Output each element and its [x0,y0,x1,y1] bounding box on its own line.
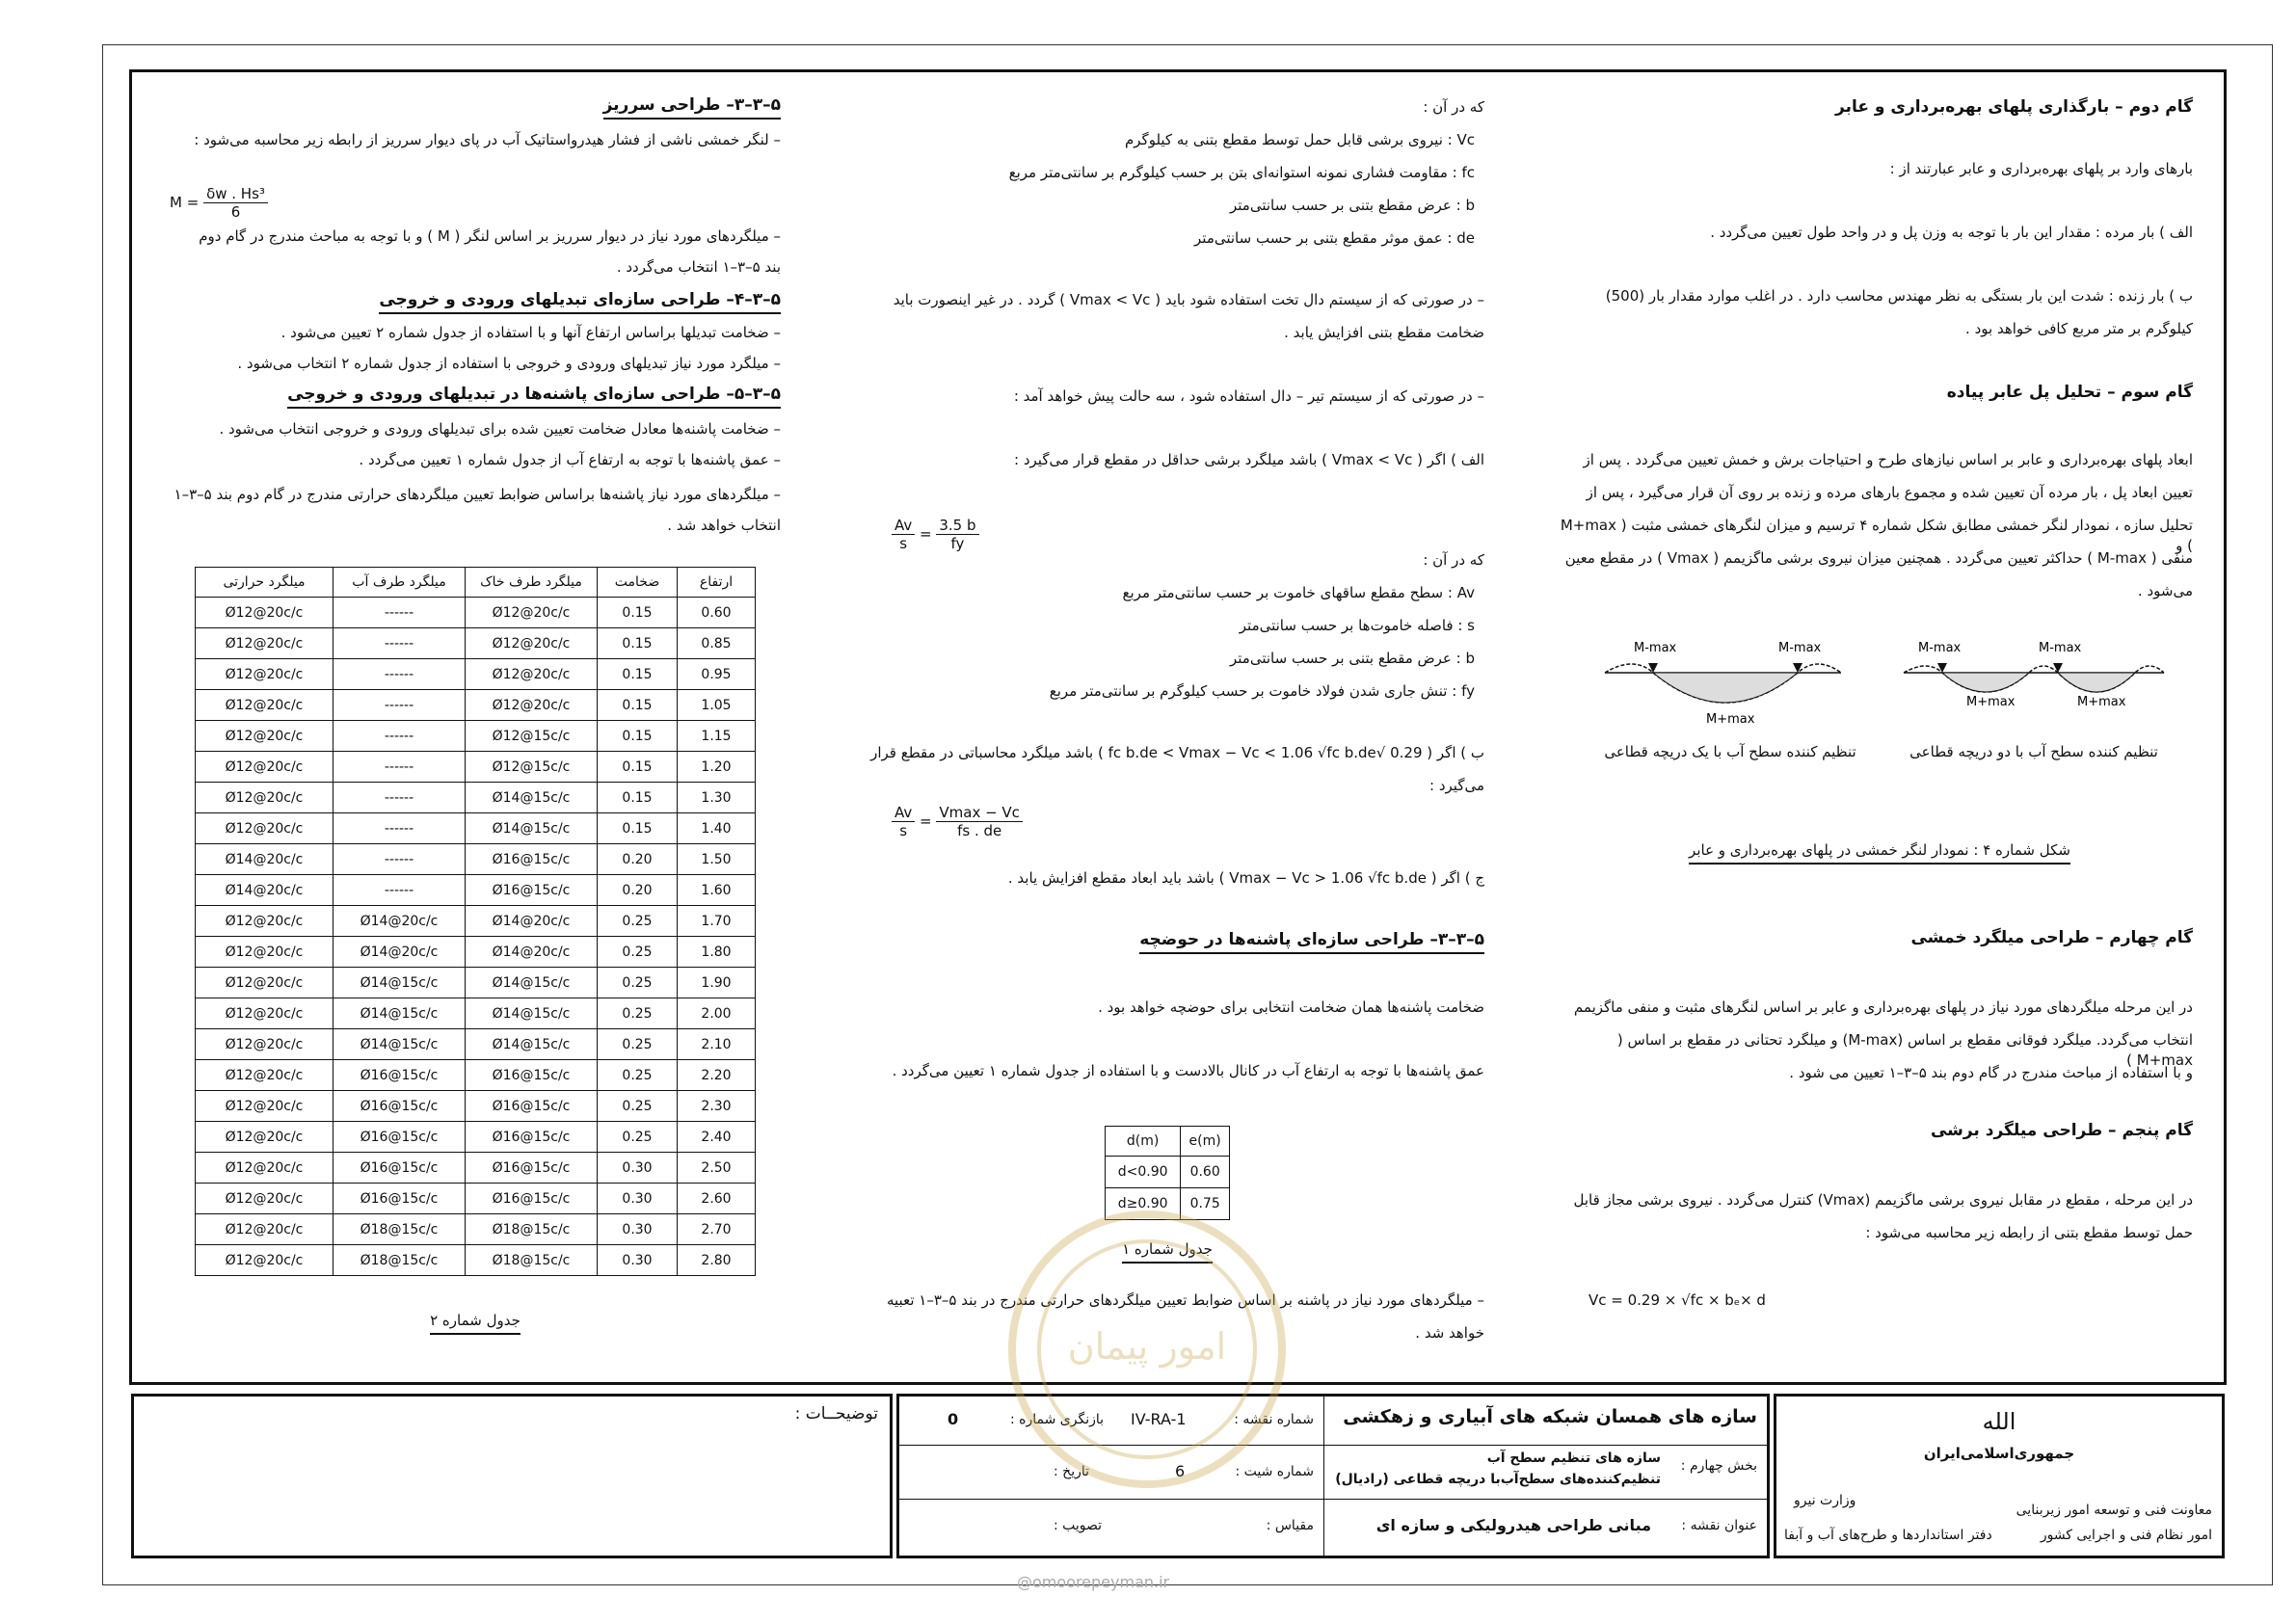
formula-denominator: s [899,535,908,552]
table-cell: 0.75 [1181,1188,1230,1220]
paragraph: – در صورتی که از سیستم تیر – دال استفاده شود ، سه حالت پیش خواهد آمد : [1013,387,1484,405]
moment-formula [170,185,268,221]
step2-live-load-cont: کیلوگرم بر متر مربع کافی خواهد بود . [1965,320,2193,337]
definition-item [1240,616,1475,636]
paragraph: انتخاب خواهد شد . [667,517,781,534]
table-cell: Ø16@15c/c [334,1153,466,1184]
table-cell: Ø16@15c/c [466,1184,598,1214]
table-cell: 0.20 [598,875,678,906]
table-cell: 0.60 [1181,1157,1230,1188]
table-cell: Ø12@20c/c [196,1245,334,1276]
table-cell: 0.85 [678,628,756,659]
table-cell: Ø18@15c/c [466,1214,598,1245]
table-row [196,690,756,721]
section-title [287,385,781,409]
table-cell: Ø14@15c/c [466,783,598,813]
table-cell: 2.70 [678,1214,756,1245]
table-cell: 2.60 [678,1184,756,1214]
table-cell: ------ [334,844,466,875]
office: امور نظام فنی و اجرایی کشور [2040,1528,2212,1543]
step2-dead-load: الف ) بار مرده : مقدار این بار با توجه به وزن پل و در واحد طول تعیین می‌گردد . [1710,224,2193,241]
table-cell: 0.15 [598,752,678,783]
table-cell: Ø14@15c/c [334,1029,466,1060]
definition-item [1194,228,1475,249]
formula-denominator: 6 [230,203,241,221]
step3-line: تحلیل سازه ، نمودار لنگر خمشی مطابق شکل شماره ۴ ترسیم و میزان لنگرهای خمشی مثبت ( M+max ) و [1560,517,2193,554]
arrow-icon [1648,663,1658,673]
figure-caption [1677,840,2082,865]
table-cell: 1.60 [678,875,756,906]
title-block-org [1774,1394,2225,1558]
section-title [1139,930,1484,954]
table-row [196,1184,756,1214]
table-cell: Ø14@20c/c [196,875,334,906]
step3-line: می‌شود . [2137,582,2193,599]
table-cell: Ø14@20c/c [196,844,334,875]
formula-numerator: Av [892,804,915,822]
table-cell: Ø12@20c/c [196,659,334,690]
table-cell: Ø14@15c/c [334,998,466,1029]
table-cell: ------ [334,783,466,813]
symbol: s [1467,617,1475,634]
moment-label: M-max [1778,641,1822,655]
table-header-row [196,568,756,598]
table-cell: Ø12@20c/c [196,1122,334,1153]
table-cell: Ø14@20c/c [334,906,466,937]
table-cell: 2.30 [678,1091,756,1122]
map-no: IV-RA-1 [1131,1410,1187,1428]
table-cell: 0.25 [598,968,678,998]
formula-denominator: fs . de [957,822,1002,839]
left-column [145,92,781,477]
table-cell: Ø12@20c/c [466,628,598,659]
table-cell: Ø12@20c/c [466,598,598,628]
table-cell: 0.30 [598,1184,678,1214]
table-cell: Ø12@20c/c [196,1214,334,1245]
table-cell: ------ [334,813,466,844]
left-column-cont [145,485,781,562]
paragraph: – میلگردهای مورد نیاز در دیوار سرریز بر اساس لنگر ( M ) و با توجه به مباحث مندرج در گام دوم [199,227,781,245]
watermark-url: @omoorepeyman.ir [1017,1573,1170,1591]
table-header: میلگرد طرف خاک [466,568,598,598]
table-cell: Ø14@15c/c [466,968,598,998]
table-row [196,783,756,813]
table-cell: Ø12@15c/c [466,721,598,752]
scale-label: مقیاس : [1266,1518,1314,1533]
table-row [196,998,756,1029]
section-title-text: ۵–۳–۳– طراحی سرریز [603,95,781,120]
definition-item [1230,196,1475,216]
table-row [196,968,756,998]
table-cell: Ø16@15c/c [334,1184,466,1214]
section-title [603,95,781,120]
revision-label: بازنگری شماره : [1010,1412,1105,1427]
table-header: میلگرد حرارتی [196,568,334,598]
section-title-text: ۵–۳–۴– طراحی سازه‌ای تبدیلهای ورودی و خروجی [379,290,781,314]
definition-item [1123,583,1475,603]
definition-text: : عمق موثر مقطع بتنی بر حسب سانتی‌متر [1194,229,1453,247]
definition-item [1050,681,1475,702]
where-label: که در آن : [1423,98,1484,116]
table-cell: d<0.90 [1106,1157,1181,1188]
table-cell: 0.30 [598,1153,678,1184]
map-no-label: شماره نقشه : [1234,1412,1314,1427]
table-cell: 0.15 [598,721,678,752]
definition-text: : عرض مقطع بتنی بر حسب سانتی‌متر [1230,197,1461,214]
section-title [379,290,781,314]
arrow-icon [2053,663,2063,673]
definition-text: : سطح مقطع ساقهای خاموت بر حسب سانتی‌متر مربع [1122,584,1453,601]
table-cell: 0.25 [598,1029,678,1060]
table-cell: ------ [334,598,466,628]
table-cell: Ø12@20c/c [196,813,334,844]
table-2-caption [195,1311,756,1335]
step4-title: گام چهارم – طراحی میلگرد خمشی [1910,928,2193,947]
paragraph: ج ) اگر ( Vmax − Vc > 1.06 √fc b.de ) باشد باید ابعاد مقطع افزایش یابد . [1007,869,1484,887]
table-row [196,1214,756,1245]
table-header: ضخامت [598,568,678,598]
shear-capacity-formula: Vc = 0.29 × √fc × bₑ× d [1589,1291,1766,1309]
step2-title: گام دوم – بارگذاری پلهای بهره‌برداری و عابر [1835,97,2193,117]
table-header: d(m) [1106,1127,1181,1157]
step3-line: ابعاد پلهای بهره‌برداری و عابر بر اساس نیازهای طرح و احتیاجات برش و خمش تعیین می‌گردد . پس از [1583,451,2193,468]
table-cell: 1.15 [678,721,756,752]
table-cell: 0.15 [598,598,678,628]
where-label: که در آن : [1423,551,1484,569]
figure-label-text: تنظیم کننده سطح آب با یک دریچه قطاعی [1604,743,1856,760]
table-cell: Ø12@15c/c [466,752,598,783]
table-row [196,844,756,875]
definition-text: : فاصله خاموت‌ها بر حسب سانتی‌متر [1239,617,1463,634]
section-line1: سازه های تنظیم سطح آب [1486,1450,1661,1466]
formula-left: M = [170,194,200,211]
table-cell: ------ [334,628,466,659]
paragraph: می‌گیرد : [1429,777,1484,794]
drawing-title-label: عنوان نقشه : [1681,1518,1757,1533]
table-cell: Ø16@15c/c [466,1091,598,1122]
table-cell: 1.50 [678,844,756,875]
table-header: میلگرد طرف آب [334,568,466,598]
figure-label-text: تنظیم کننده سطح آب با دو دریچه قطاعی [1909,743,2158,760]
table-cell: Ø12@20c/c [196,721,334,752]
paragraph: – عمق پاشنه‌ها با توجه به ارتفاع آب از جدول شماره ۱ تعیین می‌گردد . [359,451,781,468]
table-cell: Ø16@15c/c [466,1060,598,1091]
table-row [196,1091,756,1122]
definition-item [1125,130,1475,150]
paragraph: ضخامت پاشنه‌ها همان ضخامت انتخابی برای حوضچه خواهد بود . [1098,998,1484,1016]
table-cell: Ø12@20c/c [466,690,598,721]
emblem-icon: الله [1982,1408,2016,1435]
table-cell: Ø16@15c/c [466,1122,598,1153]
section-label: بخش چهارم : [1680,1458,1757,1474]
table-cell: Ø12@20c/c [196,1091,334,1122]
definition-text: : تنش جاری شدن فولاد خاموت بر حسب کیلوگرم بر سانتی‌متر مربع [1049,682,1457,700]
table-row [196,1029,756,1060]
table-cell: 2.20 [678,1060,756,1091]
table-cell: Ø12@20c/c [196,783,334,813]
table-cell: 0.15 [598,690,678,721]
table-row [196,1122,756,1153]
watermark-stamp [1002,1205,1292,1494]
figure-caption-text: شکل شماره ۴ : نمودار لنگر خمشی در پلهای بهره‌برداری و عابر [1689,840,2070,865]
table-cell: Ø14@15c/c [466,1029,598,1060]
table-cell: Ø18@15c/c [334,1214,466,1245]
moment-label: M+max [1706,712,1755,727]
table-header: e(m) [1181,1127,1230,1157]
formula-numerator: Av [892,517,915,535]
table-cell: 0.25 [598,1091,678,1122]
sheet-no-label: شماره شیت : [1235,1464,1314,1479]
step2-paragraph: بارهای وارد بر پلهای بهره‌برداری و عابر عبارتند از : [1889,160,2193,177]
table-cell: d≥0.90 [1106,1188,1181,1220]
formula-denominator: s [899,822,908,839]
table-cell: Ø16@15c/c [466,1153,598,1184]
table-row [196,906,756,937]
section-title-text: ۵–۳–۵– طراحی سازه‌ای پاشنه‌ها در تبدیلهای ورودی و خروجی [287,385,781,409]
table-cell: Ø14@15c/c [466,813,598,844]
table-cell: 2.80 [678,1245,756,1276]
table-cell: Ø12@20c/c [196,598,334,628]
definition-item [1009,163,1475,183]
paragraph: – میلگردهای مورد نیاز در پاشنه بر اساس ضوابط تعیین میلگردهای حرارتی مندرج در بند ۵–۳–۱ تعبیه [886,1291,1484,1309]
table-cell: Ø14@20c/c [466,906,598,937]
paragraph: – ضخامت تبدیلها براساس ارتفاع آنها و با استفاده از جدول شماره ۲ تعیین می‌شود . [280,324,781,341]
table-header: ارتفاع [678,568,756,598]
table-cell: 2.40 [678,1122,756,1153]
table-row [196,721,756,752]
paragraph: ب ) اگر ( 0.29 √fc b.de < Vmax − Vc < 1.06 √fc b.de ) باشد میلگرد محاسباتی در مقطع قرار [870,744,1484,761]
formula-denominator: fy [950,535,965,552]
table-cell: Ø18@15c/c [334,1245,466,1276]
table-cell: Ø12@20c/c [196,906,334,937]
definition-item [1230,649,1475,669]
figure-label-one-gate [1595,742,1865,762]
table-cell: 0.20 [598,844,678,875]
symbol: Vc [1456,131,1475,148]
table-cell: 1.90 [678,968,756,998]
table-cell: Ø12@20c/c [196,752,334,783]
moment-label: M-max [1918,641,1962,655]
table-cell: ------ [334,690,466,721]
table-cell: 0.25 [598,1060,678,1091]
table-cell: 1.30 [678,783,756,813]
min-shear-formula: $\frac{Av}{s}$ = $\frac{3.5 b}{fy}$ [892,517,979,552]
definition-text: : مقاومت فشاری نمونه استوانه‌ای بتن بر حسب کیلوگرم بر سانتی‌متر مربع [1008,164,1457,181]
symbol: fc [1461,164,1475,181]
main-title: سازه های همسان شبکه های آبیاری و زهکشی [1343,1406,1757,1427]
formula-numerator: 3.5 b [936,517,978,535]
table-cell: 1.40 [678,813,756,844]
table-cell: 0.25 [598,937,678,968]
paragraph: خواهد شد . [1415,1324,1484,1342]
definition-text: : عرض مقطع بتنی بر حسب سانتی‌متر [1230,650,1461,667]
moment-label: M-max [2039,641,2082,655]
moment-label: M+max [2077,695,2126,709]
table-cell: 0.15 [598,628,678,659]
table-cell: 1.70 [678,906,756,937]
table-cell: ------ [334,659,466,690]
table-cell: 0.15 [598,783,678,813]
step4-line: انتخاب می‌گردد. میلگرد فوقانی مقطع بر اساس (M-max) و میلگرد تحتانی در مقطع بر اساس ( M+max ) [1616,1031,2193,1069]
table-cell: 0.15 [598,813,678,844]
table-cell: Ø18@15c/c [466,1245,598,1276]
table-cell: Ø16@15c/c [466,844,598,875]
moment-label: M+max [1966,695,2016,709]
table-cell: Ø16@15c/c [334,1060,466,1091]
table-cell: Ø12@20c/c [196,1153,334,1184]
table-header-row [1106,1127,1230,1157]
arrow-icon [1937,663,1947,673]
table-cell: 0.60 [678,598,756,628]
step5-title: گام پنجم – طراحی میلگرد برشی [1930,1121,2193,1140]
step3-line: تعیین ابعاد پل ، بار مرده آن تعیین شده و مجموع بارهای مرده و زنده بر روی آن قرار می‌گیرد ، پس از [1586,484,2193,501]
symbol: de [1456,229,1475,247]
symbol: b [1465,197,1475,214]
table-cell: 1.20 [678,752,756,783]
table-cell: Ø12@20c/c [196,1029,334,1060]
approval-label: تصویب : [1054,1518,1103,1533]
table-cell: 0.25 [598,906,678,937]
date-label: تاریخ : [1054,1464,1090,1479]
symbol: Av [1456,584,1475,601]
step4-line: و با استفاده از مباحث مندرج در گام دوم بند ۵–۳–۱ تعیین می شود . [1789,1064,2193,1081]
table-cell: Ø12@20c/c [196,690,334,721]
table-cell: Ø14@20c/c [334,937,466,968]
symbol: b [1465,650,1475,667]
table-caption-text: جدول شماره ۲ [430,1311,521,1335]
title-block-notes [131,1394,893,1558]
paragraph: – میلگردهای مورد نیاز پاشنه‌ها براساس ضوابط تعیین میلگردهای حرارتی مندرج در گام دوم بند ۵–۳–۱ [174,486,781,503]
table-cell: Ø16@15c/c [466,875,598,906]
section-title-text: ۵–۳–۳– طراحی سازه‌ای پاشنه‌ها در حوضچه [1139,930,1484,954]
paragraph: – در صورتی که از سیستم دال تخت استفاده شود باید ( Vmax < Vc ) گردد . در غیر اینصورت باید [893,291,1484,308]
table-cell: 0.25 [598,1122,678,1153]
table-row [196,1060,756,1091]
table-row [196,752,756,783]
paragraph: بند ۵–۳–۱ انتخاب می‌گردد . [616,258,781,276]
table-2-body [196,598,756,1276]
table-cell: 0.30 [598,1214,678,1245]
table-cell: Ø12@20c/c [196,1184,334,1214]
step5-line: حمل توسط مقطع بتنی از رابطه زیر محاسبه می‌شود : [1865,1224,2193,1241]
ministry: وزارت نیرو [1794,1493,1856,1508]
figure-label-two-gates [1889,742,2178,762]
table-cell: Ø12@20c/c [196,998,334,1029]
table-cell: 1.05 [678,690,756,721]
table-row [1106,1157,1230,1188]
table-cell: Ø12@20c/c [466,659,598,690]
table-cell: Ø12@20c/c [196,937,334,968]
sheet-no: 6 [1175,1462,1186,1480]
table-cell: 0.95 [678,659,756,690]
step5-line: در این مرحله ، مقطع در مقابل نیروی برشی ماگزیمم (Vmax) کنترل می‌گردد . نیروی برشی مجاز قابل [1573,1191,2193,1209]
stamp-text: امور پیمان [1067,1325,1227,1368]
section-line2: تنظیم‌کننده‌های سطح‌آب‌با دریچه قطاعی (رادیال) [1335,1472,1661,1487]
drawing-title: مبانی طراحی هیدرولیکی و سازه ای [1375,1516,1651,1534]
symbol: fy [1461,682,1475,700]
table-cell: Ø12@20c/c [196,628,334,659]
table-row [196,598,756,628]
table-cell: ------ [334,752,466,783]
paragraph: – میلگرد مورد نیاز تبدیلهای ورودی و خروجی با استفاده از جدول شماره ۲ انتخاب می‌شود . [237,355,781,372]
table-cell: Ø14@15c/c [466,998,598,1029]
table-cell: 0.15 [598,659,678,690]
step4-line: در این مرحله میلگردهای مورد نیاز در پلهای بهره‌برداری و عابر بر اساس لنگرهای مثبت و منفی ماگزیمم [1573,998,2193,1016]
table-cell: ------ [334,721,466,752]
table-cell: Ø14@15c/c [334,968,466,998]
table-row [196,628,756,659]
table-row [196,937,756,968]
paragraph: – لنگر خمشی ناشی از فشار هیدرواستاتیک آب در پای دیوار سرریز از رابطه زیر محاسبه می‌شود : [194,131,781,148]
table-cell: 2.50 [678,1153,756,1184]
deputy: معاونت فنی و توسعه امور زیربنایی [2016,1503,2212,1518]
step3-line: منفی ( M-max ) حداکثر تعیین می‌گردد . همچنین میزان نیروی برشی ماگزیمم ( Vmax ) در مقطع معین [1564,549,2193,567]
table-row [196,813,756,844]
table-2 [195,567,756,1276]
moment-label: M-max [1634,641,1677,655]
notes-label: توضیحــات : [794,1404,878,1423]
formula-numerator: Vmax − Vc [936,804,1023,822]
table-cell: 1.80 [678,937,756,968]
paragraph: ضخامت مقطع بتنی افزایش یابد . [1284,324,1484,341]
table-cell: 0.25 [598,998,678,1029]
table-cell: Ø16@15c/c [334,1091,466,1122]
formula-numerator: δw . Hs³ [203,185,268,203]
table-cell: 0.30 [598,1245,678,1276]
table-cell: Ø16@15c/c [334,1122,466,1153]
table-cell: 2.10 [678,1029,756,1060]
paragraph: الف ) اگر ( Vmax < Vc ) باشد میلگرد برشی حداقل در مقطع قرار می‌گیرد : [1014,451,1484,468]
table-row [196,1245,756,1276]
table-cell: Ø14@20c/c [466,937,598,968]
paragraph: – ضخامت پاشنه‌ها معادل ضخامت تعیین شده برای تبدیلهای ورودی و خروجی انتخاب می‌شود . [219,420,781,438]
table-cell: 2.00 [678,998,756,1029]
step3-title: گام سوم – تحلیل پل عابر پیاده [1946,383,2193,402]
step2-live-load: ب ) بار زنده : شدت این بار بستگی به نظر مهندس محاسب دارد . در اغلب موارد مقدار بار (500) [1605,287,2193,305]
table-caption-text: جدول شماره ۱ [1122,1239,1213,1264]
paragraph: عمق پاشنه‌ها با توجه به ارتفاع آب در کانال بالادست و با استفاده از جدول شماره ۱ تعیین می‌گردد . [892,1062,1484,1079]
table-cell: Ø12@20c/c [196,1060,334,1091]
arrow-icon [1793,663,1802,673]
table-row [196,875,756,906]
table-cell: Ø12@20c/c [196,968,334,998]
country-name: جمهوری‌اسلامی‌ایران [1923,1445,2075,1462]
table-row [196,1153,756,1184]
revision: 0 [948,1410,959,1428]
table-row [196,659,756,690]
definition-text: : نیروی برشی قابل حمل توسط مقطع بتنی به کیلوگرم [1124,131,1453,148]
shear-steel-formula: $\frac{Av}{s}$ = $\frac{Vmax - Vc}{fs . de}$ [892,804,1023,839]
table-cell: ------ [334,875,466,906]
bureau: دفتر استانداردها و طرح‌های آب و آبفا [1784,1528,1992,1543]
